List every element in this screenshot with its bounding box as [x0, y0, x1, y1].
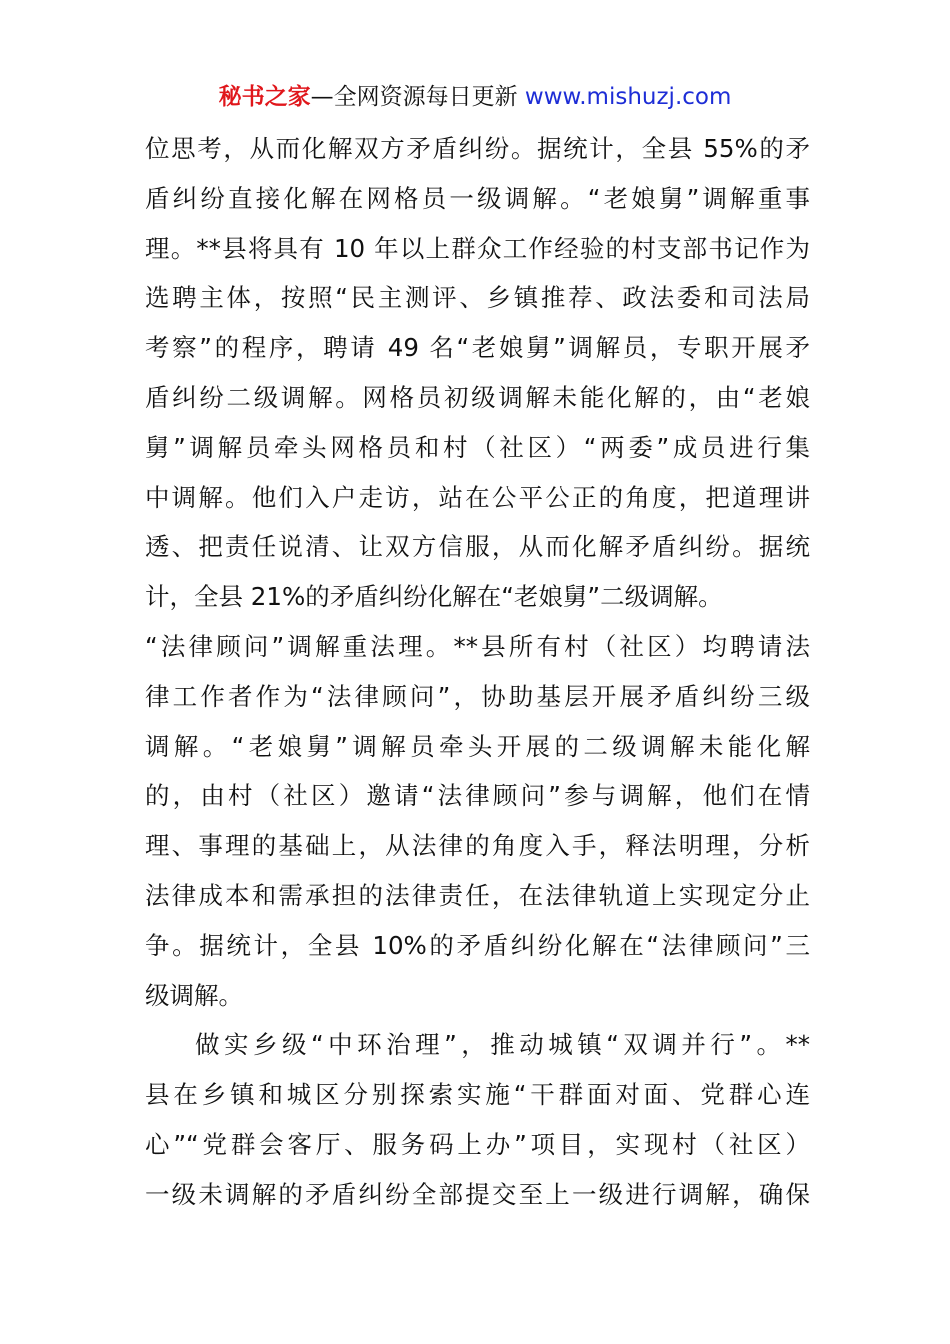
- document-body: [145, 124, 810, 1220]
- text-line: 律工作者作为“法律顾问”，协助基层开展矛盾纠纷三级: [145, 681, 810, 711]
- paragraph-2: [145, 1020, 810, 1219]
- site-header: [0, 80, 950, 114]
- text-line: 位思考，从而化解双方矛盾纠纷。据统计，全县 55%的矛: [145, 134, 810, 163]
- text-line: 争。据统计，全县 10%的矛盾纠纷化解在“法律顾问”三: [145, 930, 810, 960]
- text-line: 舅”调解员牵头网格员和村（社区）“两委”成员进行集: [145, 432, 810, 462]
- text-line: 调解。“老娘舅”调解员牵头开展的二级调解未能化解: [145, 731, 810, 761]
- text-line: 盾纠纷二级调解。网格员初级调解未能化解的，由“老娘: [145, 382, 810, 412]
- site-url-link[interactable]: www.mishuzj.com: [524, 84, 732, 110]
- text-line: 县在乡镇和城区分别探索实施“干群面对面、党群心连: [145, 1080, 810, 1110]
- site-tagline: —全网资源每日更新: [310, 84, 525, 110]
- text-line: “法律顾问”调解重法理。**县所有村（社区）均聘请法: [145, 631, 810, 661]
- text-line: 中调解。他们入户走访，站在公平公正的角度，把道理讲: [145, 482, 810, 512]
- text-line: 做实乡级“中环治理”，推动城镇“双调并行”。**: [195, 1030, 810, 1060]
- text-line: 考察”的程序，聘请 49 名“老娘舅”调解员，专职开展矛: [145, 333, 810, 363]
- text-line: 理。**县将具有 10 年以上群众工作经验的村支部书记作为: [145, 233, 810, 263]
- paragraph-1: [145, 124, 810, 1020]
- text-line: 透、把责任说清、让双方信服，从而化解矛盾纠纷。据统: [145, 532, 810, 562]
- text-line: 心”“党群会客厅、服务码上办”项目，实现村（社区）: [145, 1129, 810, 1159]
- text-line: 理、事理的基础上，从法律的角度入手，释法明理，分析: [145, 831, 810, 861]
- text-line: 计，全县 21%的矛盾纠纷化解在“老娘舅”二级调解。: [145, 582, 723, 612]
- text-line: 一级未调解的矛盾纠纷全部提交至上一级进行调解，确保: [145, 1179, 810, 1209]
- text-line: 盾纠纷直接化解在网格员一级调解。“老娘舅”调解重事: [145, 183, 810, 213]
- text-line: 选聘主体，按照“民主测评、乡镇推荐、政法委和司法局: [145, 283, 810, 313]
- site-brand: 秘书之家: [218, 84, 311, 110]
- text-line: 的，由村（社区）邀请“法律顾问”参与调解，他们在情: [145, 781, 810, 811]
- text-line: 级调解。: [145, 980, 243, 1010]
- text-line: 法律成本和需承担的法律责任，在法律轨道上实现定分止: [145, 880, 810, 910]
